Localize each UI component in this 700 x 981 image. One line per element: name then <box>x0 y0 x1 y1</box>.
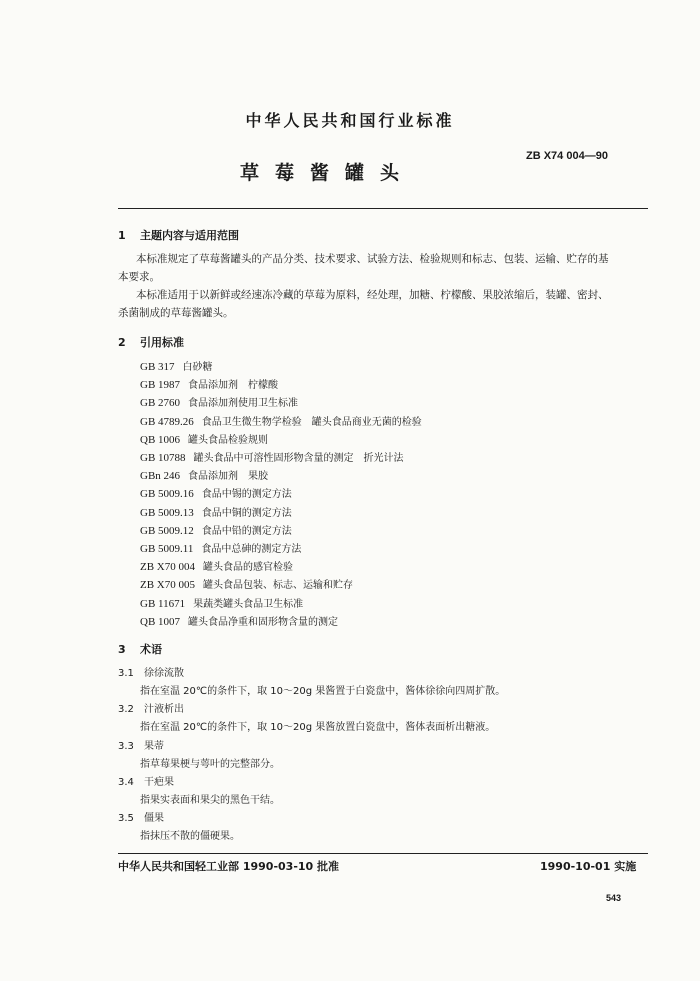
reference-title: 食品添加剂使用卫生标准 <box>188 398 299 410</box>
reference-code: GB 5009.11 <box>140 543 194 555</box>
term-definition: 指果实表面和果尖的黑色干结。 <box>140 794 280 806</box>
term-number: 3.4 <box>118 776 134 788</box>
approval-line: 中华人民共和国轻工业部 1990-03-10 批准 <box>118 860 340 873</box>
reference-code: GB 2760 <box>140 397 181 410</box>
section-title: 引用标准 <box>140 336 184 349</box>
reference-item <box>140 376 278 391</box>
reference-code: GB 5009.16 <box>140 488 194 501</box>
header-divider <box>118 208 648 209</box>
reference-title: 罐头食品包装、标志、运输和贮存 <box>203 580 353 592</box>
section-1-paragraph-1-line-1: 本标准规定了草莓酱罐头的产品分类、技术要求、试验方法、检验规则和标志、包装、运输、贮存的基 <box>136 253 609 265</box>
reference-title: 食品中铅的测定方法 <box>201 525 292 537</box>
reference-code: ZB X70 005 <box>140 579 195 592</box>
reference-item <box>140 504 292 519</box>
section-1-paragraph-2-line-1: 本标准适用于以新鲜或经速冻冷藏的草莓为原料，经处理，加糖、柠檬酸、果胶浓缩后，装罐、密封、 <box>136 289 609 301</box>
reference-code: GB 317 <box>140 361 175 373</box>
reference-code: QB 1007 <box>140 615 181 628</box>
reference-item <box>140 431 268 446</box>
reference-code: GB 4789.26 <box>140 415 194 428</box>
reference-code: GB 1987 <box>140 379 181 392</box>
reference-title: 罐头食品的感官检验 <box>203 562 293 574</box>
reference-title: 白砂糖 <box>182 362 213 373</box>
term-number: 3.3 <box>118 740 134 752</box>
reference-code: GBn 246 <box>140 470 181 483</box>
reference-title: 食品卫生微生物学检验 罐头食品商业无菌的检验 <box>201 416 422 428</box>
term-name: 僵果 <box>144 813 164 825</box>
section-1-paragraph-1-line-2: 本要求。 <box>118 271 160 283</box>
document-title: 草莓酱罐头 <box>240 162 416 184</box>
reference-item <box>140 613 338 628</box>
term-definition: 指在室温 20℃的条件下，取 10～20g 果酱置于白瓷盘中，酱体徐徐向四周扩散。 <box>140 686 506 697</box>
term-heading <box>118 700 184 715</box>
reference-item <box>140 485 292 500</box>
term-name: 汁液析出 <box>144 704 184 716</box>
term-name: 果蒂 <box>144 740 164 752</box>
reference-item <box>140 595 303 610</box>
reference-title: 罐头食品检验规则 <box>188 434 269 446</box>
reference-item <box>140 449 404 464</box>
reference-title: 食品中铜的测定方法 <box>201 507 292 519</box>
reference-item <box>140 576 353 591</box>
reference-item <box>140 358 213 373</box>
page-number: 543 <box>606 893 622 903</box>
section-3-heading <box>118 641 162 657</box>
term-name: 干疤果 <box>144 776 174 788</box>
reference-title: 罐头食品净重和固形物含量的测定 <box>188 616 339 628</box>
reference-item <box>140 394 298 409</box>
section-number: 1 <box>118 229 126 242</box>
section-title: 主题内容与适用范围 <box>140 229 239 242</box>
reference-item <box>140 413 422 428</box>
reference-code: GB 11671 <box>140 597 186 610</box>
reference-code: GB 10788 <box>140 452 186 464</box>
section-title: 术语 <box>140 643 162 656</box>
reference-code: GB 5009.13 <box>140 506 194 519</box>
reference-item <box>140 467 268 482</box>
standard-code: ZB X74 004—90 <box>526 150 608 162</box>
term-definition: 指草莓果梗与萼叶的完整部分。 <box>140 758 280 770</box>
reference-title: 食品添加剂 果胶 <box>188 471 269 483</box>
reference-title: 食品添加剂 柠檬酸 <box>188 380 279 392</box>
term-number: 3.5 <box>118 813 134 825</box>
reference-code: QB 1006 <box>140 433 181 446</box>
reference-title: 食品中锡的测定方法 <box>201 489 292 501</box>
reference-code: ZB X70 004 <box>140 561 195 574</box>
section-1-paragraph-2-line-2: 杀菌制成的草莓酱罐头。 <box>118 307 234 319</box>
term-name: 徐徐流散 <box>144 668 184 679</box>
reference-title: 果蔬类罐头食品卫生标准 <box>193 598 304 610</box>
term-heading <box>118 737 164 752</box>
implementation-date: 1990-10-01 实施 <box>540 860 637 873</box>
term-heading <box>118 809 164 824</box>
section-2-heading <box>118 334 184 350</box>
section-number: 2 <box>118 336 126 349</box>
term-number: 3.1 <box>118 668 134 679</box>
footer-divider <box>118 853 648 854</box>
reference-code: GB 5009.12 <box>140 524 194 537</box>
section-number: 3 <box>118 643 126 656</box>
term-definition: 指在室温 20℃的条件下，取 10～20g 果酱放置白瓷盘中，酱体表面析出糖液。 <box>140 722 496 734</box>
reference-title: 食品中总砷的测定方法 <box>201 544 302 555</box>
term-heading <box>118 664 184 679</box>
reference-item <box>140 540 301 555</box>
term-heading <box>118 773 174 788</box>
standard-organization: 中华人民共和国行业标准 <box>245 111 455 130</box>
section-1-heading <box>118 227 239 243</box>
reference-item <box>140 558 293 573</box>
reference-item <box>140 522 292 537</box>
term-definition: 指抹压不散的僵硬果。 <box>140 831 240 843</box>
term-number: 3.2 <box>118 704 134 716</box>
reference-title: 罐头食品中可溶性固形物含量的测定 折光计法 <box>193 453 404 464</box>
